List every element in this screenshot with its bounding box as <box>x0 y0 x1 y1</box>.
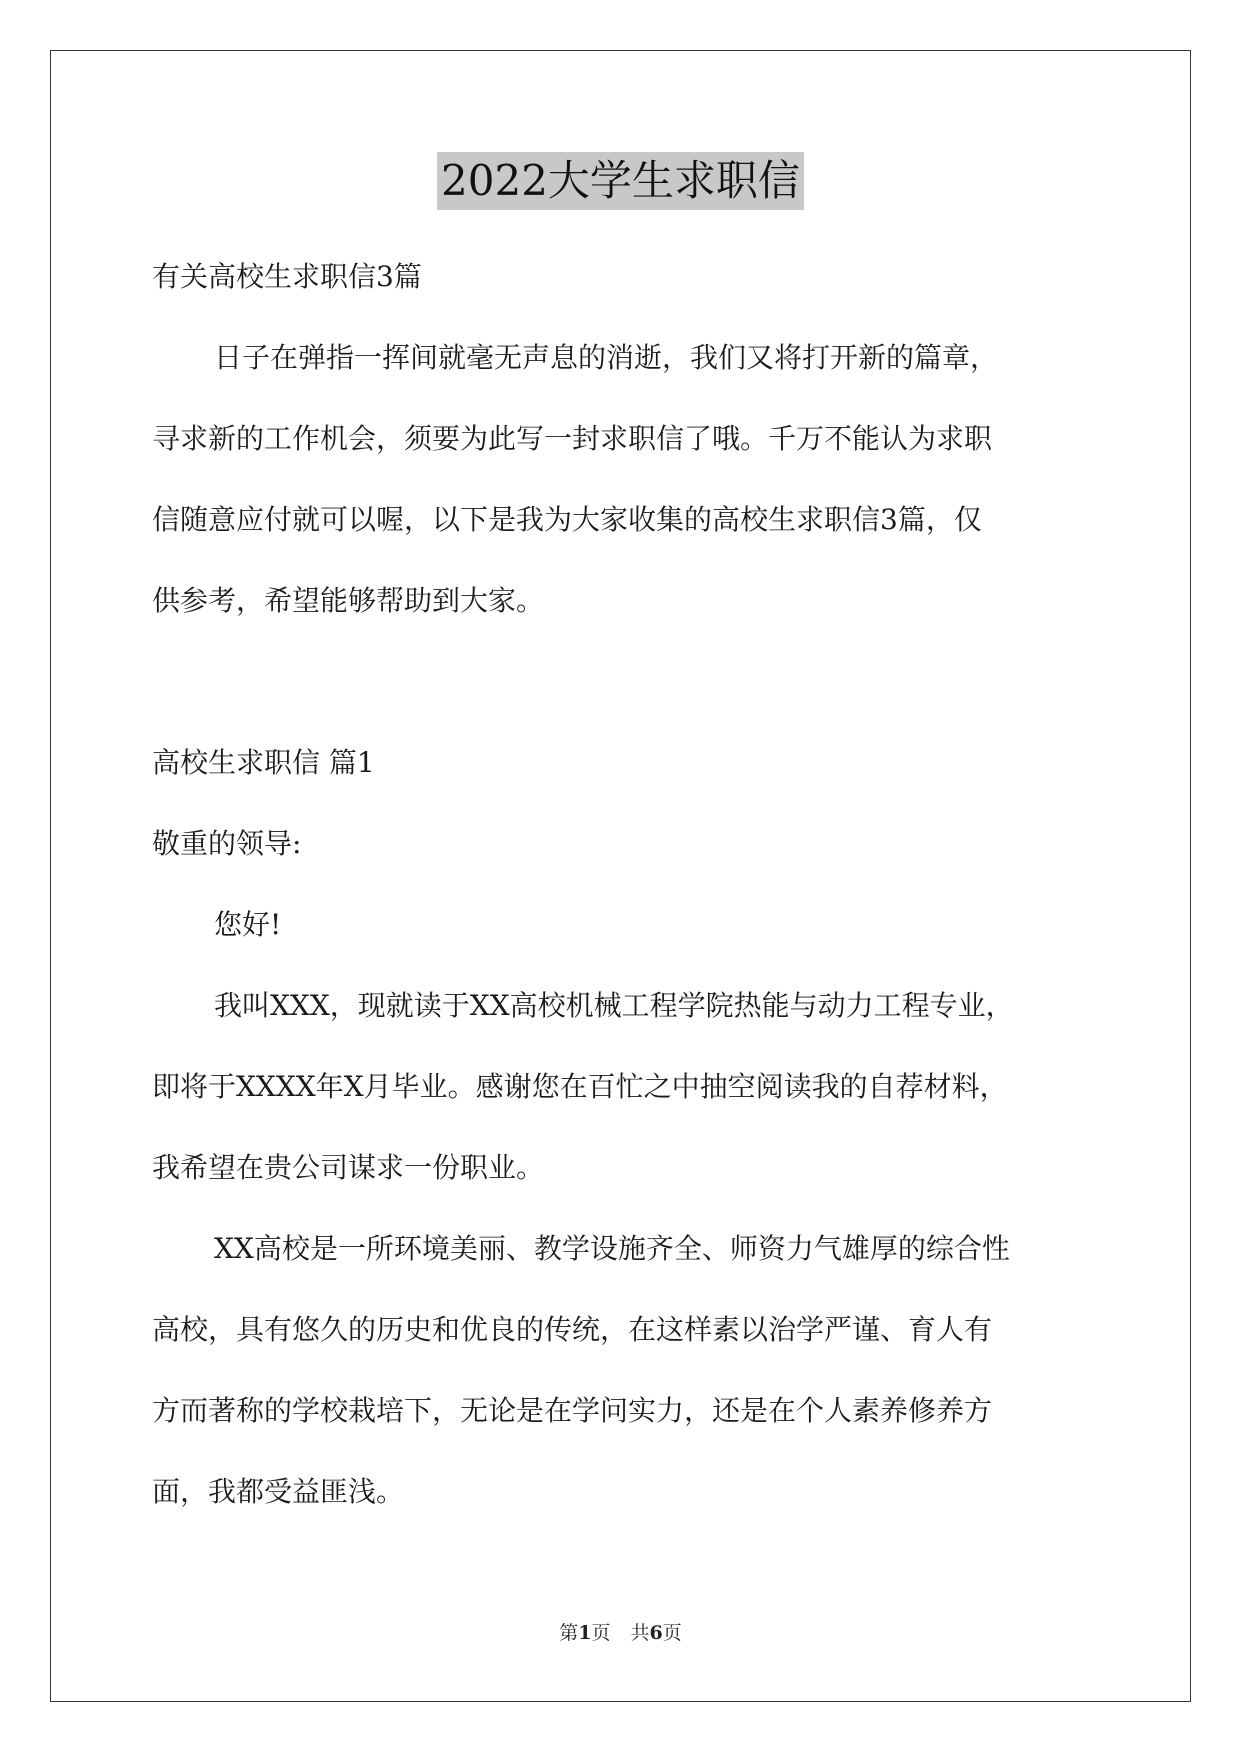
page-prefix: 第 <box>559 1622 579 1644</box>
document-title: 2022大学生求职信 <box>437 152 804 210</box>
letter-paragraph-line: 高校，具有悠久的历史和优良的传统，在这样素以治学严谨、育人有 <box>152 1313 993 1346</box>
section-heading: 高校生求职信 篇1 <box>152 746 375 779</box>
page-footer <box>0 1618 1241 1645</box>
letter-paragraph-line: 面，我都受益匪浅。 <box>152 1475 405 1508</box>
page-total: 6 <box>649 1622 663 1644</box>
letter-paragraph-line: 我叫XXX，现就读于XX高校机械工程学院热能与动力工程专业， <box>214 989 1014 1022</box>
intro-paragraph-line: 日子在弹指一挥间就毫无声息的消逝，我们又将打开新的篇章， <box>214 341 999 374</box>
page-suffix: 页 <box>591 1622 611 1644</box>
letter-paragraph-line: 方而著称的学校栽培下，无论是在学问实力，还是在个人素养修养方 <box>152 1394 993 1427</box>
total-prefix: 共 <box>630 1622 650 1644</box>
letter-paragraph-line: 我希望在贵公司谋求一份职业。 <box>152 1151 545 1184</box>
intro-paragraph-line: 寻求新的工作机会，须要为此写一封求职信了哦。千万不能认为求职 <box>152 422 993 455</box>
total-suffix: 页 <box>662 1622 682 1644</box>
salutation: 敬重的领导: <box>152 827 302 860</box>
page-current: 1 <box>578 1622 592 1644</box>
greeting: 您好! <box>214 908 282 941</box>
intro-paragraph-line: 信随意应付就可以喔，以下是我为大家收集的高校生求职信3篇，仅 <box>152 503 982 536</box>
intro-heading: 有关高校生求职信3篇 <box>152 260 422 293</box>
title-container <box>0 152 1241 210</box>
letter-paragraph-line: XX高校是一所环境美丽、教学设施齐全、师资力气雄厚的综合性 <box>214 1232 1010 1265</box>
document-body <box>152 236 1097 1532</box>
intro-paragraph-line: 供参考，希望能够帮助到大家。 <box>152 584 545 617</box>
letter-paragraph-line: 即将于XXXX年X月毕业。感谢您在百忙之中抽空阅读我的自荐材料， <box>152 1070 1008 1103</box>
blank-line <box>152 641 1097 722</box>
